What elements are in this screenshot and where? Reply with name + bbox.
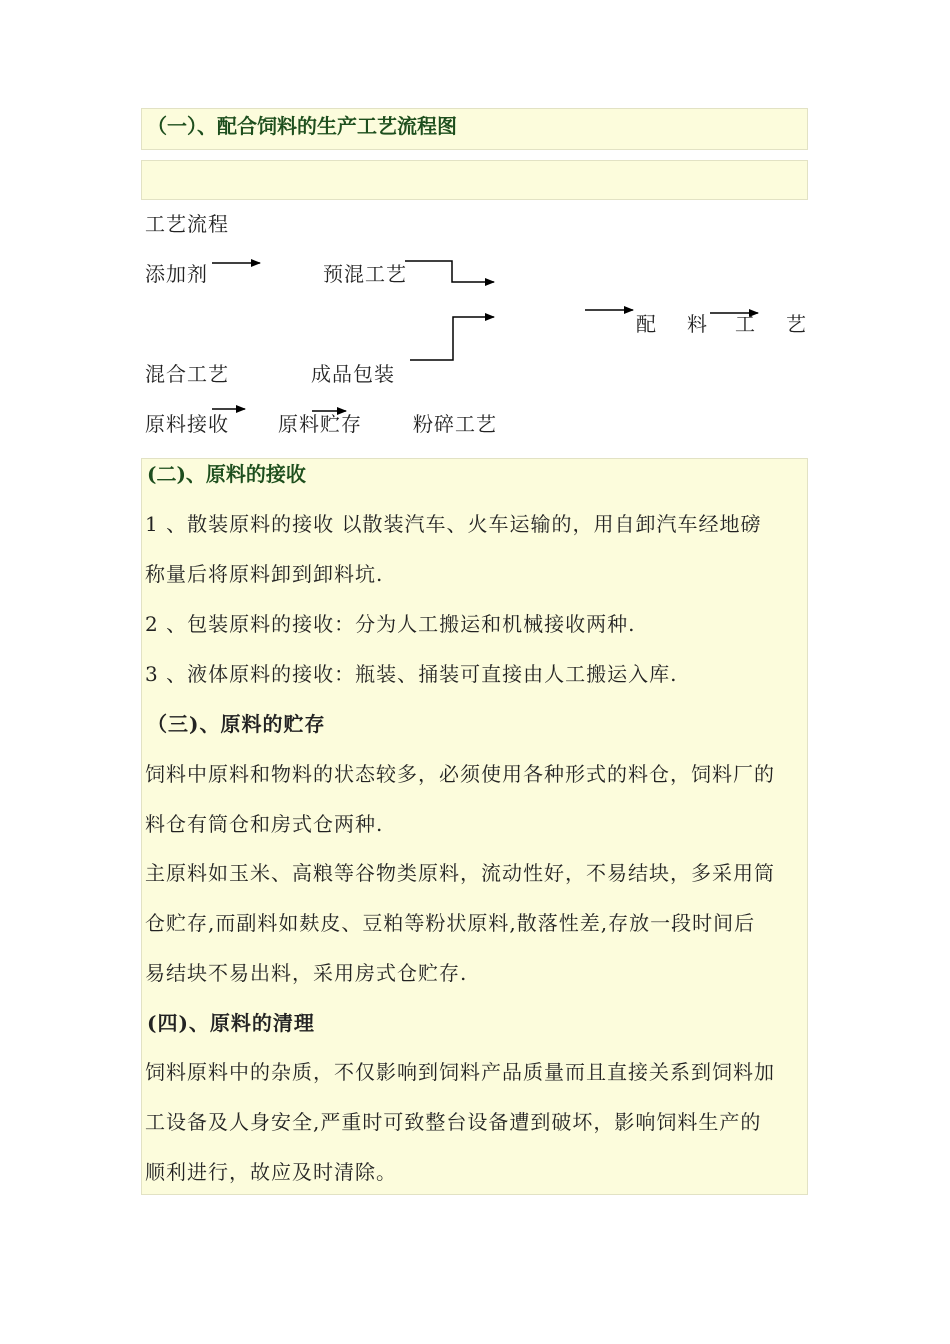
sec2-line-1: 1 、散装原料的接收 以散装汽车、火车运输的，用自卸汽车经地磅 <box>145 512 762 536</box>
flow-heading: 工艺流程 <box>145 212 229 236</box>
flow-batching-4: 艺 <box>786 312 807 336</box>
sec4-line-1: 饲料原料中的杂质，不仅影响到饲料产品质量而且直接关系到饲料加 <box>145 1060 775 1084</box>
flow-packing: 成品包装 <box>311 362 395 386</box>
flow-arrows <box>0 0 950 460</box>
sec3-heading: （三)、原料的贮存 <box>147 712 326 736</box>
flow-batching-3: 工 <box>735 312 756 336</box>
flow-batching-2: 料 <box>687 312 708 336</box>
flow-grinding: 粉碎工艺 <box>413 412 497 436</box>
sec3-line-4: 仓贮存,而副料如麸皮、豆粕等粉状原料,散落性差,存放一段时间后 <box>145 911 756 935</box>
sec4-line-3: 顺利进行，故应及时清除。 <box>145 1160 397 1184</box>
flow-additive: 添加剂 <box>145 262 208 286</box>
sec2-line-4: 3 、液体原料的接收：瓶装、捅装可直接由人工搬运入库. <box>145 662 678 686</box>
flow-batching-1: 配 <box>636 312 657 336</box>
arrow-packing-out <box>410 317 494 360</box>
page-title: （一）、配合饲料的生产工艺流程图 <box>147 114 457 138</box>
sec4-heading: (四)、原料的清理 <box>147 1011 315 1035</box>
sec2-line-3: 2 、包装原料的接收：分为人工搬运和机械接收两种. <box>145 612 636 636</box>
flow-mixing: 混合工艺 <box>145 362 229 386</box>
sec3-line-1: 饲料中原料和物料的状态较多，必须使用各种形式的料仓，饲料厂的 <box>145 762 775 786</box>
arrow-premix-out <box>405 261 494 282</box>
sec3-line-3: 主原料如玉米、高粮等谷物类原料，流动性好，不易结块，多采用筒 <box>145 861 775 885</box>
sec2-heading: (二)、原料的接收 <box>147 462 306 486</box>
sec3-line-5: 易结块不易出料，采用房式仓贮存. <box>145 961 468 985</box>
flow-receive: 原料接收 <box>145 412 229 436</box>
sec2-line-2: 称量后将原料卸到卸料坑. <box>145 562 384 586</box>
sec4-line-2: 工设备及人身安全,严重时可致整台设备遭到破坏，影响饲料生产的 <box>145 1110 762 1134</box>
flow-storage: 原料贮存 <box>278 412 362 436</box>
sec3-line-2: 料仓有筒仓和房式仓两种. <box>145 812 384 836</box>
flow-premix: 预混工艺 <box>323 262 407 286</box>
